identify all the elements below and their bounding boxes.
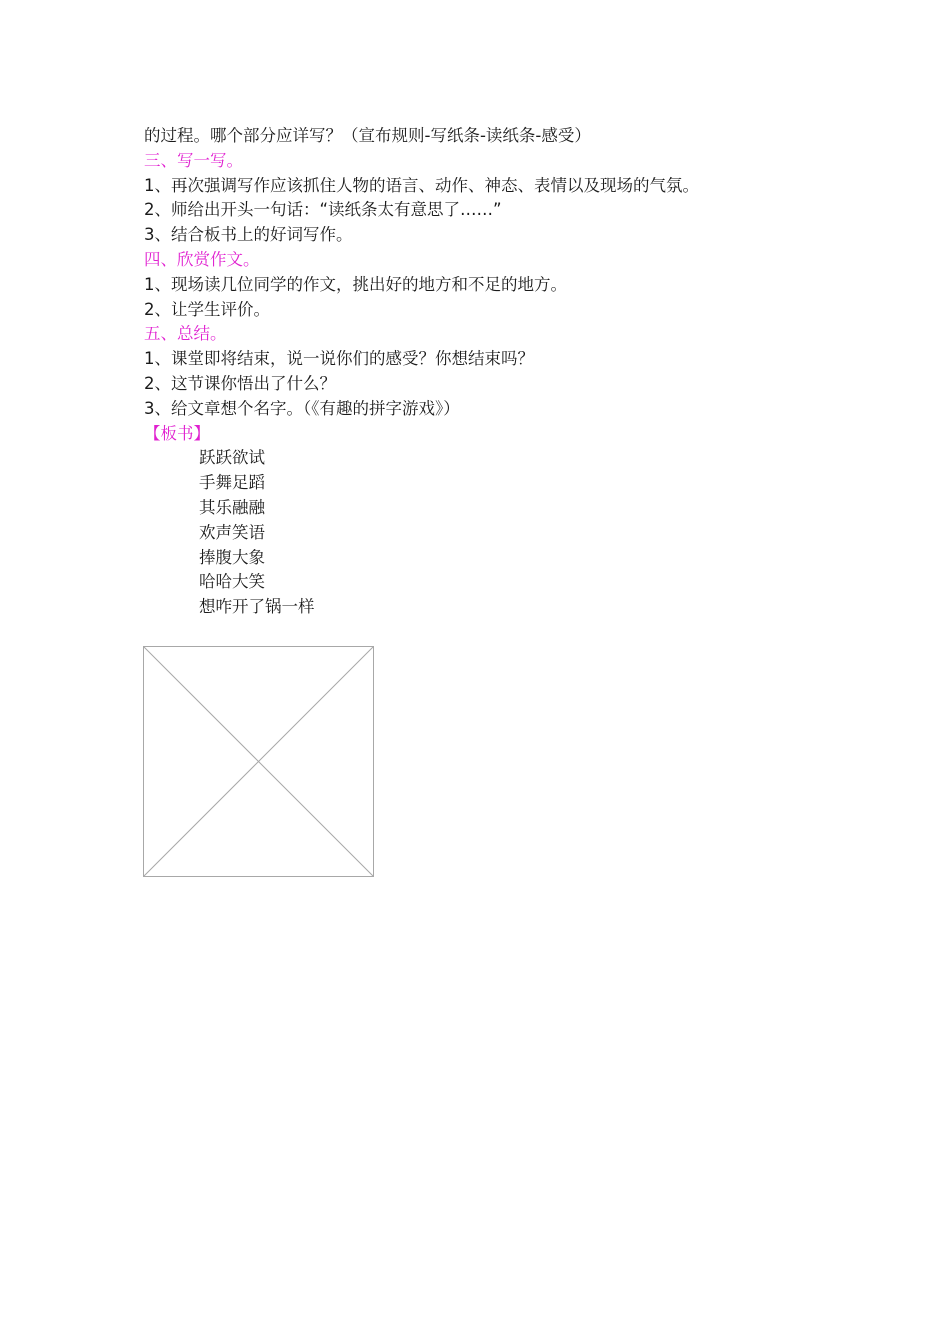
image-placeholder-icon: [143, 646, 374, 877]
text-line-appreciate-2: 2、让学生评价。: [144, 299, 270, 319]
text-line-summary-2: 2、这节课你悟出了什么？: [144, 373, 336, 393]
board-item: 手舞足蹈: [199, 473, 265, 493]
board-item: 欢声笑语: [199, 522, 265, 542]
board-title: 【板书】: [144, 423, 210, 443]
board-item: 哈哈大笑: [199, 572, 265, 592]
board-item: 捧腹大象: [199, 547, 265, 567]
text-line-process: 的过程。哪个部分应详写？（宣布规则-写纸条-读纸条-感受）: [144, 126, 591, 145]
section-heading-write: 三、写一写。: [144, 150, 243, 170]
image-placeholder: [143, 646, 374, 877]
text-line-write-2: 2、师给出开头一句话：“读纸条太有意思了……”: [144, 200, 502, 220]
section-heading-summary: 五、总结。: [144, 324, 227, 344]
lesson-text: [144, 124, 844, 620]
section-heading-appreciate: 四、欣赏作文。: [144, 249, 260, 269]
text-line-appreciate-1: 1、现场读几位同学的作文，挑出好的地方和不足的地方。: [144, 274, 567, 294]
text-line-summary-1: 1、课堂即将结束，说一说你们的感受？你想结束吗？: [144, 349, 534, 369]
text-line-write-1: 1、再次强调写作应该抓住人物的语言、动作、神态、表情以及现场的气氛。: [144, 175, 699, 195]
board-item: 跃跃欲试: [199, 448, 265, 468]
board-item: 想咋开了锅一样: [199, 597, 315, 617]
text-line-summary-3: 3、给文章想个名字。（《有趣的拼字游戏》）: [144, 398, 460, 418]
board-item: 其乐融融: [199, 497, 265, 517]
text-line-write-3: 3、结合板书上的好词写作。: [144, 225, 353, 245]
